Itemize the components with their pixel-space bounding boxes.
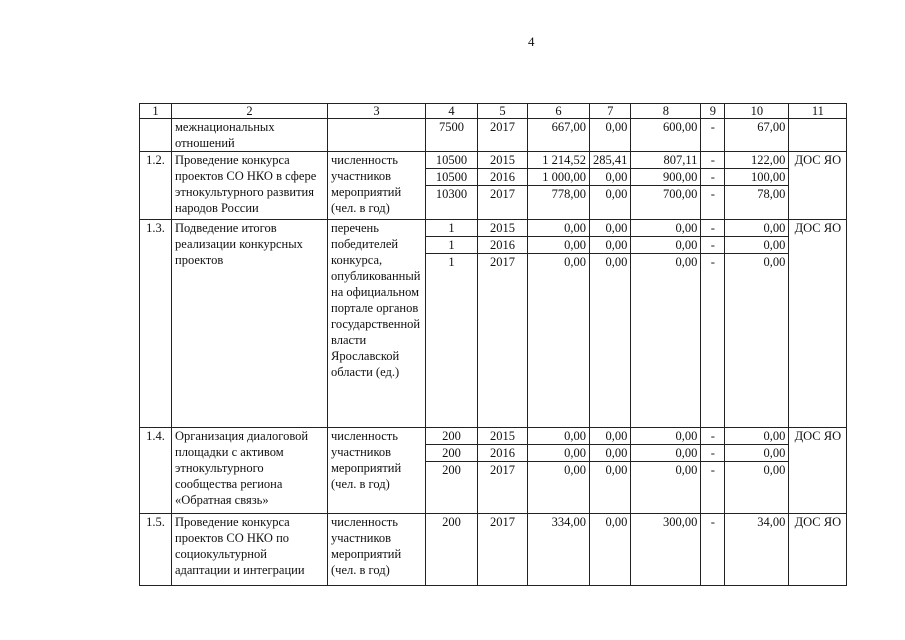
cell-indicator-value-line: 200 [426,445,477,462]
cell-local [701,220,725,428]
col-header: 6 [528,104,590,119]
cell-federal-line: 0,00 [590,220,630,237]
cell-total-line: 0,00 [564,255,586,269]
cell-year-line: 2016 [478,445,527,462]
col-header: 11 [789,104,847,119]
cell-year [478,152,528,220]
cell-year-line: 2015 [478,220,527,237]
cell-total-line: 0,00 [528,220,589,237]
cell-year [478,514,528,586]
table-row [140,152,847,220]
row-number [140,119,172,152]
cell-indicator-value: 7500 [426,119,478,152]
col-header: 3 [328,104,426,119]
cell-year-line: 2017 [490,463,515,477]
cell-local-line: - [701,445,724,462]
cell-federal-line: 285,41 [590,152,630,169]
cell-regional-line: 700,00 [663,187,698,201]
executor: ДОС ЯО [789,514,847,586]
cell-year: 2017 [478,119,528,152]
executor: ДОС ЯО [789,428,847,514]
cell-local-line: - [701,428,724,445]
cell-regional-line: 300,00 [663,515,698,529]
cell-regional [631,428,701,514]
program-table [139,103,847,586]
cell-other-line: 0,00 [763,463,786,477]
cell-total [528,152,590,220]
cell-indicator-value-line: 200 [426,428,477,445]
cell-regional-line: 0,00 [631,237,700,254]
cell-local-line: - [710,463,715,477]
cell-other [725,152,789,220]
activity-name: межнациональных отношений [172,119,328,152]
cell-local [701,514,725,586]
cell-indicator-value-line: 200 [442,515,461,529]
table-row [140,119,847,152]
col-header: 1 [140,104,172,119]
cell-regional: 600,00 [631,119,701,152]
header-row [140,104,847,119]
cell-federal [590,514,631,586]
cell-regional [631,514,701,586]
indicator-name: численность участников мероприятий (чел. в год) [328,514,426,586]
row-number: 1.5. [140,514,172,586]
indicator-name: численность участников мероприятий (чел. в год) [328,152,426,220]
cell-other [725,220,789,428]
cell-indicator-value-line: 10500 [426,169,477,186]
cell-total-line: 0,00 [528,428,589,445]
cell-federal-line: 0,00 [605,463,628,477]
row-number: 1.2. [140,152,172,220]
col-header: 8 [631,104,701,119]
cell-total-line: 0,00 [528,445,589,462]
cell-other: 67,00 [725,119,789,152]
cell-year-line: 2015 [478,428,527,445]
cell-other-line: 0,00 [763,255,786,269]
cell-local [701,152,725,220]
cell-other-line: 0,00 [725,428,788,445]
cell-total: 667,00 [528,119,590,152]
cell-other-line: 0,00 [725,445,788,462]
cell-indicator-value [426,220,478,428]
indicator-name: численность участников мероприятий (чел. в год) [328,428,426,514]
page-number: 4 [528,34,535,49]
activity-name: Проведение конкурса проектов СО НКО в сфере этнокультурного развития народов России [172,152,328,220]
cell-local-line: - [701,237,724,254]
cell-other-line: 78,00 [757,187,786,201]
cell-other-line: 34,00 [757,515,786,529]
cell-regional-line: 0,00 [631,220,700,237]
executor: ДОС ЯО [789,152,847,220]
cell-indicator-value-line: 200 [442,463,461,477]
indicator-name: перечень победителей конкурса, опубликованный на официальном портале органов государственной власти Ярославской области (ед.) [328,220,426,428]
cell-federal-line: 0,00 [590,169,630,186]
cell-federal-line: 0,00 [590,428,630,445]
cell-regional-line: 0,00 [631,428,700,445]
cell-year-line: 2017 [490,187,515,201]
cell-year-line: 2017 [490,515,515,529]
cell-other [725,428,789,514]
cell-regional-line: 0,00 [675,463,698,477]
cell-local-line: - [701,220,724,237]
cell-indicator-value-line: 1 [426,220,477,237]
cell-indicator-value [426,428,478,514]
cell-other-line: 100,00 [725,169,788,186]
cell-year-line: 2016 [478,169,527,186]
cell-regional-line: 807,11 [631,152,700,169]
col-header: 2 [172,104,328,119]
cell-regional-line: 0,00 [631,445,700,462]
cell-federal-line: 0,00 [605,515,628,529]
cell-indicator-value-line: 10300 [435,187,468,201]
col-header: 9 [701,104,725,119]
cell-total [528,428,590,514]
row-number: 1.4. [140,428,172,514]
cell-indicator-value-line: 1 [426,237,477,254]
cell-federal [590,152,631,220]
col-header: 4 [426,104,478,119]
cell-federal-line: 0,00 [605,187,628,201]
col-header: 5 [478,104,528,119]
cell-local [701,428,725,514]
col-header: 10 [725,104,789,119]
cell-indicator-value [426,514,478,586]
cell-local-line: - [710,255,715,269]
cell-year [478,220,528,428]
cell-regional-line: 900,00 [631,169,700,186]
activity-name: Организация диалоговой площадки с активом этнокультурного сообщества региона «Обратная связь» [172,428,328,514]
cell-regional [631,152,701,220]
cell-indicator-value [426,152,478,220]
cell-total-line: 778,00 [551,187,586,201]
activity-name: Подведение итогов реализации конкурсных проектов [172,220,328,428]
cell-other-line: 0,00 [725,237,788,254]
cell-federal-line: 0,00 [605,255,628,269]
cell-other-line: 0,00 [725,220,788,237]
cell-year-line: 2015 [478,152,527,169]
table-row [140,428,847,514]
cell-total-line: 1 214,52 [528,152,589,169]
cell-total-line: 334,00 [551,515,586,529]
cell-federal [590,428,631,514]
cell-local-line: - [701,169,724,186]
cell-year-line: 2017 [490,255,515,269]
cell-year [478,428,528,514]
indicator-name [328,119,426,152]
executor: ДОС ЯО [789,220,847,428]
cell-federal-line: 0,00 [590,445,630,462]
row-number: 1.3. [140,220,172,428]
col-header: 7 [590,104,631,119]
table-row [140,514,847,586]
activity-name: Проведение конкурса проектов СО НКО по социокультурной адаптации и интеграции [172,514,328,586]
cell-total-line: 1 000,00 [528,169,589,186]
cell-total-line: 0,00 [528,237,589,254]
cell-local: - [701,119,725,152]
cell-total [528,514,590,586]
table-row [140,220,847,428]
cell-regional-line: 0,00 [675,255,698,269]
cell-federal: 0,00 [590,119,631,152]
cell-indicator-value-line: 1 [448,255,455,269]
cell-local-line: - [710,187,715,201]
cell-indicator-value-line: 10500 [426,152,477,169]
cell-federal-line: 0,00 [590,237,630,254]
cell-total [528,220,590,428]
cell-federal [590,220,631,428]
cell-regional [631,220,701,428]
cell-total-line: 0,00 [564,463,586,477]
cell-other-line: 122,00 [725,152,788,169]
cell-other [725,514,789,586]
cell-local-line: - [701,152,724,169]
cell-local-line: - [710,515,715,529]
cell-year-line: 2016 [478,237,527,254]
executor [789,119,847,152]
